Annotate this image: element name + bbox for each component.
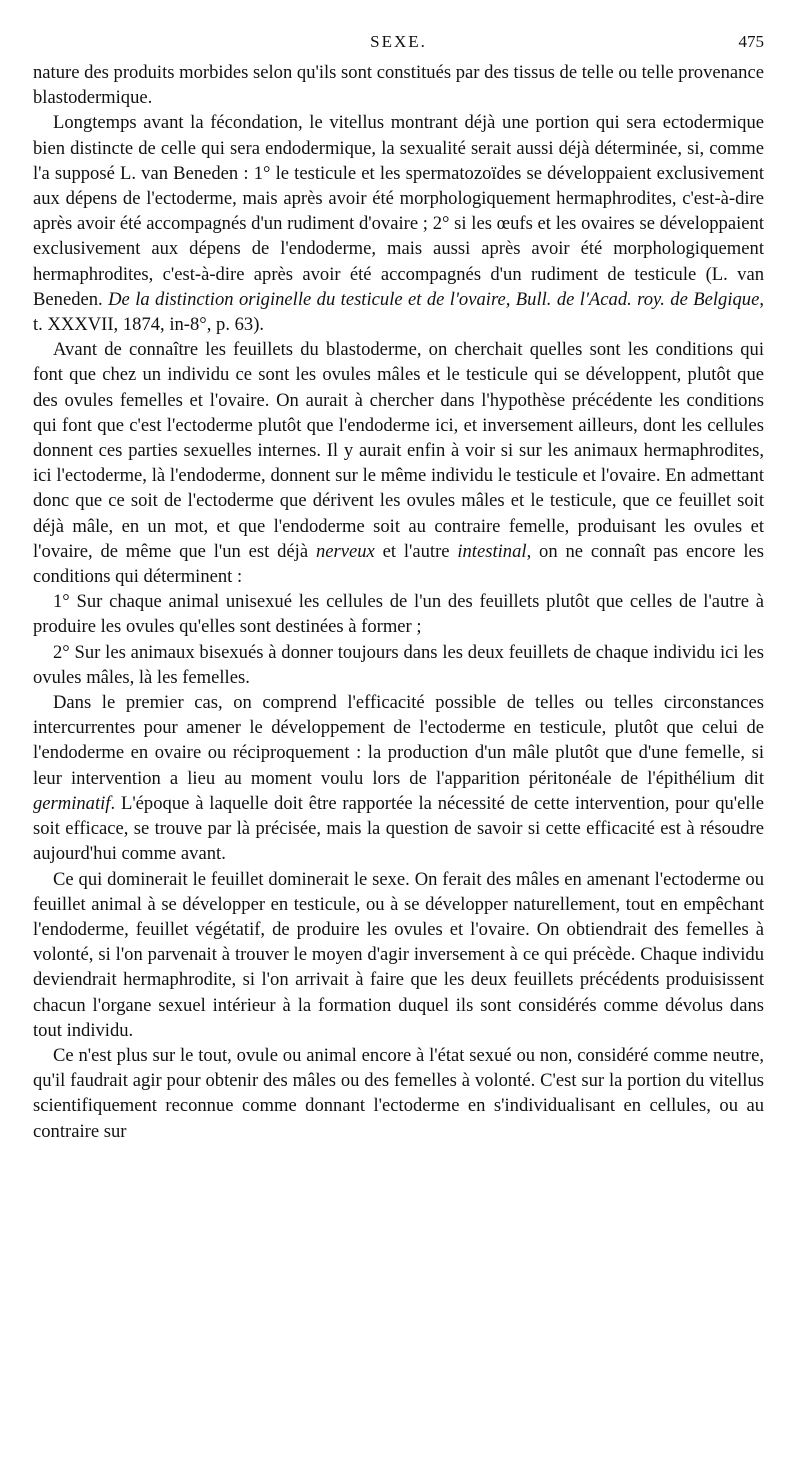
paragraph — [33, 337, 764, 589]
running-title: SEXE. — [370, 32, 427, 51]
paragraph — [33, 867, 764, 1043]
text-run: et l'autre — [374, 540, 458, 562]
text-run: Ce qui dominerait le feuillet dominerait le sexe. On ferait des mâles en amenant l'ectoderme ou feuillet animal à se développer en testicule, ou à se développer naturellement, tout en empêchant l'endoderme, feuillet végétatif, de produire les ovules et l'ovaire. On obtiendrait des femelles à volonté, si l'on parvenait à trouver le moyen d'agir inversement à ce qui précède. Chaque individu deviendrait hermaphrodite, si l'on arrivait à faire que les deux feuillets précédents produisissent chacun l'organe sexuel intérieur à la formation duquel ils sont considérés comme dévolus dans tout individu. — [33, 868, 764, 1041]
text-run: Dans le premier cas, on comprend l'efficacité possible de telles ou telles circonstances intercurrentes pour amener le développement de l'ectoderme en testicule, plutôt que celui de l'endoderme en ovaire ou réciproquement : la production d'un mâle plutôt que d'une femelle, si leur intervention a lieu au moment voulu lors de l'apparition péritonéale de l'épithélium dit — [33, 692, 764, 789]
emphasis: intestinal — [457, 540, 527, 562]
text-run: Avant de connaître les feuillets du blastoderme, on cherchait quelles sont les conditions qui font que chez un individu ce sont les ovules mâles et le testicule qui se développent, plutôt que des ovules femelles et l'ovaire. On aurait à chercher dans l'hypothèse précédente les conditions qui font que c'est l'ectoderme plutôt que l'endoderme ici, et inversement ailleurs, dont les cellules donnent ces parties sexuelles internes. Il y aurait enfin à voir si sur les animaux hermaphrodites, ici l'ectoderme, là l'endoderme, donnent sur le même individu le testicule et l'ovaire. En admettant donc que ce soit de l'ectoderme que dérivent les ovules mâles et le testicule, que ce feuillet soit déjà mâle, en un mot, et que l'endoderme soit au contraire femelle, produisant les ovules et l'ovaire, de même que l'un est déjà — [33, 339, 764, 562]
text-run: nature des produits morbides selon qu'ils sont constitués par des tissus de telle ou telle provenance blastodermique. — [33, 62, 764, 109]
page-number: 475 — [738, 32, 764, 51]
text-run: , on ne connaît pas encore les conditions qui déterminent : — [33, 540, 764, 588]
text-run: . L'époque à laquelle doit être rapportée la nécessité de cette intervention, pour qu'elle soit efficace, se trouve par là précisée, mais la question de savoir si cette efficacité est à résoudre aujourd'hui comme avant. — [33, 792, 764, 865]
citation-title: De la distinction originelle du testicule et de l'ovaire, Bull. de l'Acad. roy. de Belgique — [108, 288, 760, 310]
text-run: Ce n'est plus sur le tout, ovule ou animal encore à l'état sexué ou non, considéré comme neutre, qu'il faudrait agir pour obtenir des mâles ou des femelles à volonté. C'est sur la portion du vitellus scientifiquement reconnue comme donnant l'ectoderme en s'individualisant en cellules, ou au contraire sur — [33, 1044, 764, 1142]
paragraph — [33, 589, 764, 639]
paragraph — [33, 690, 764, 866]
text-run: , t. XXXVII, 1874, in-8°, p. 63). — [33, 288, 764, 336]
body-text — [33, 60, 764, 1144]
text-run: 1° Sur chaque animal unisexué les cellules de l'un des feuillets plutôt que celles de l'autre à produire les ovules qu'elles sont destinées à former ; — [33, 591, 764, 638]
paragraph — [33, 60, 764, 110]
text-run: 2° Sur les animaux bisexués à donner toujours dans les deux feuillets de chaque individu ici les ovules mâles, là les femelles. — [33, 641, 764, 688]
paragraph — [33, 1043, 764, 1144]
paragraph — [33, 640, 764, 690]
emphasis: germinatif — [33, 792, 111, 814]
emphasis: nerveux — [315, 540, 375, 562]
paragraph — [33, 110, 764, 337]
text-run: Longtemps avant la fécondation, le vitellus montrant déjà une portion qui sera ectodermique bien distincte de celle qui sera endodermique, la sexualité serait aussi déjà déterminée, si, comme l'a supposé L. van Beneden : 1° le testicule et les spermatozoïdes se développaient exclusivement aux dépens de l'ectoderme, mais après avoir été morphologiquement hermaphrodites, c'est-à-dire après avoir été accompagnés d'un rudiment d'ovaire ; 2° si les œufs et les ovaires se développaient exclusivement aux dépens de l'endoderme, mais aussi après avoir été morphologiquement hermaphrodites, c'est-à-dire après avoir été accompagnés d'un rudiment de testicule (L. van Beneden. — [33, 112, 764, 310]
running-header — [33, 30, 764, 56]
